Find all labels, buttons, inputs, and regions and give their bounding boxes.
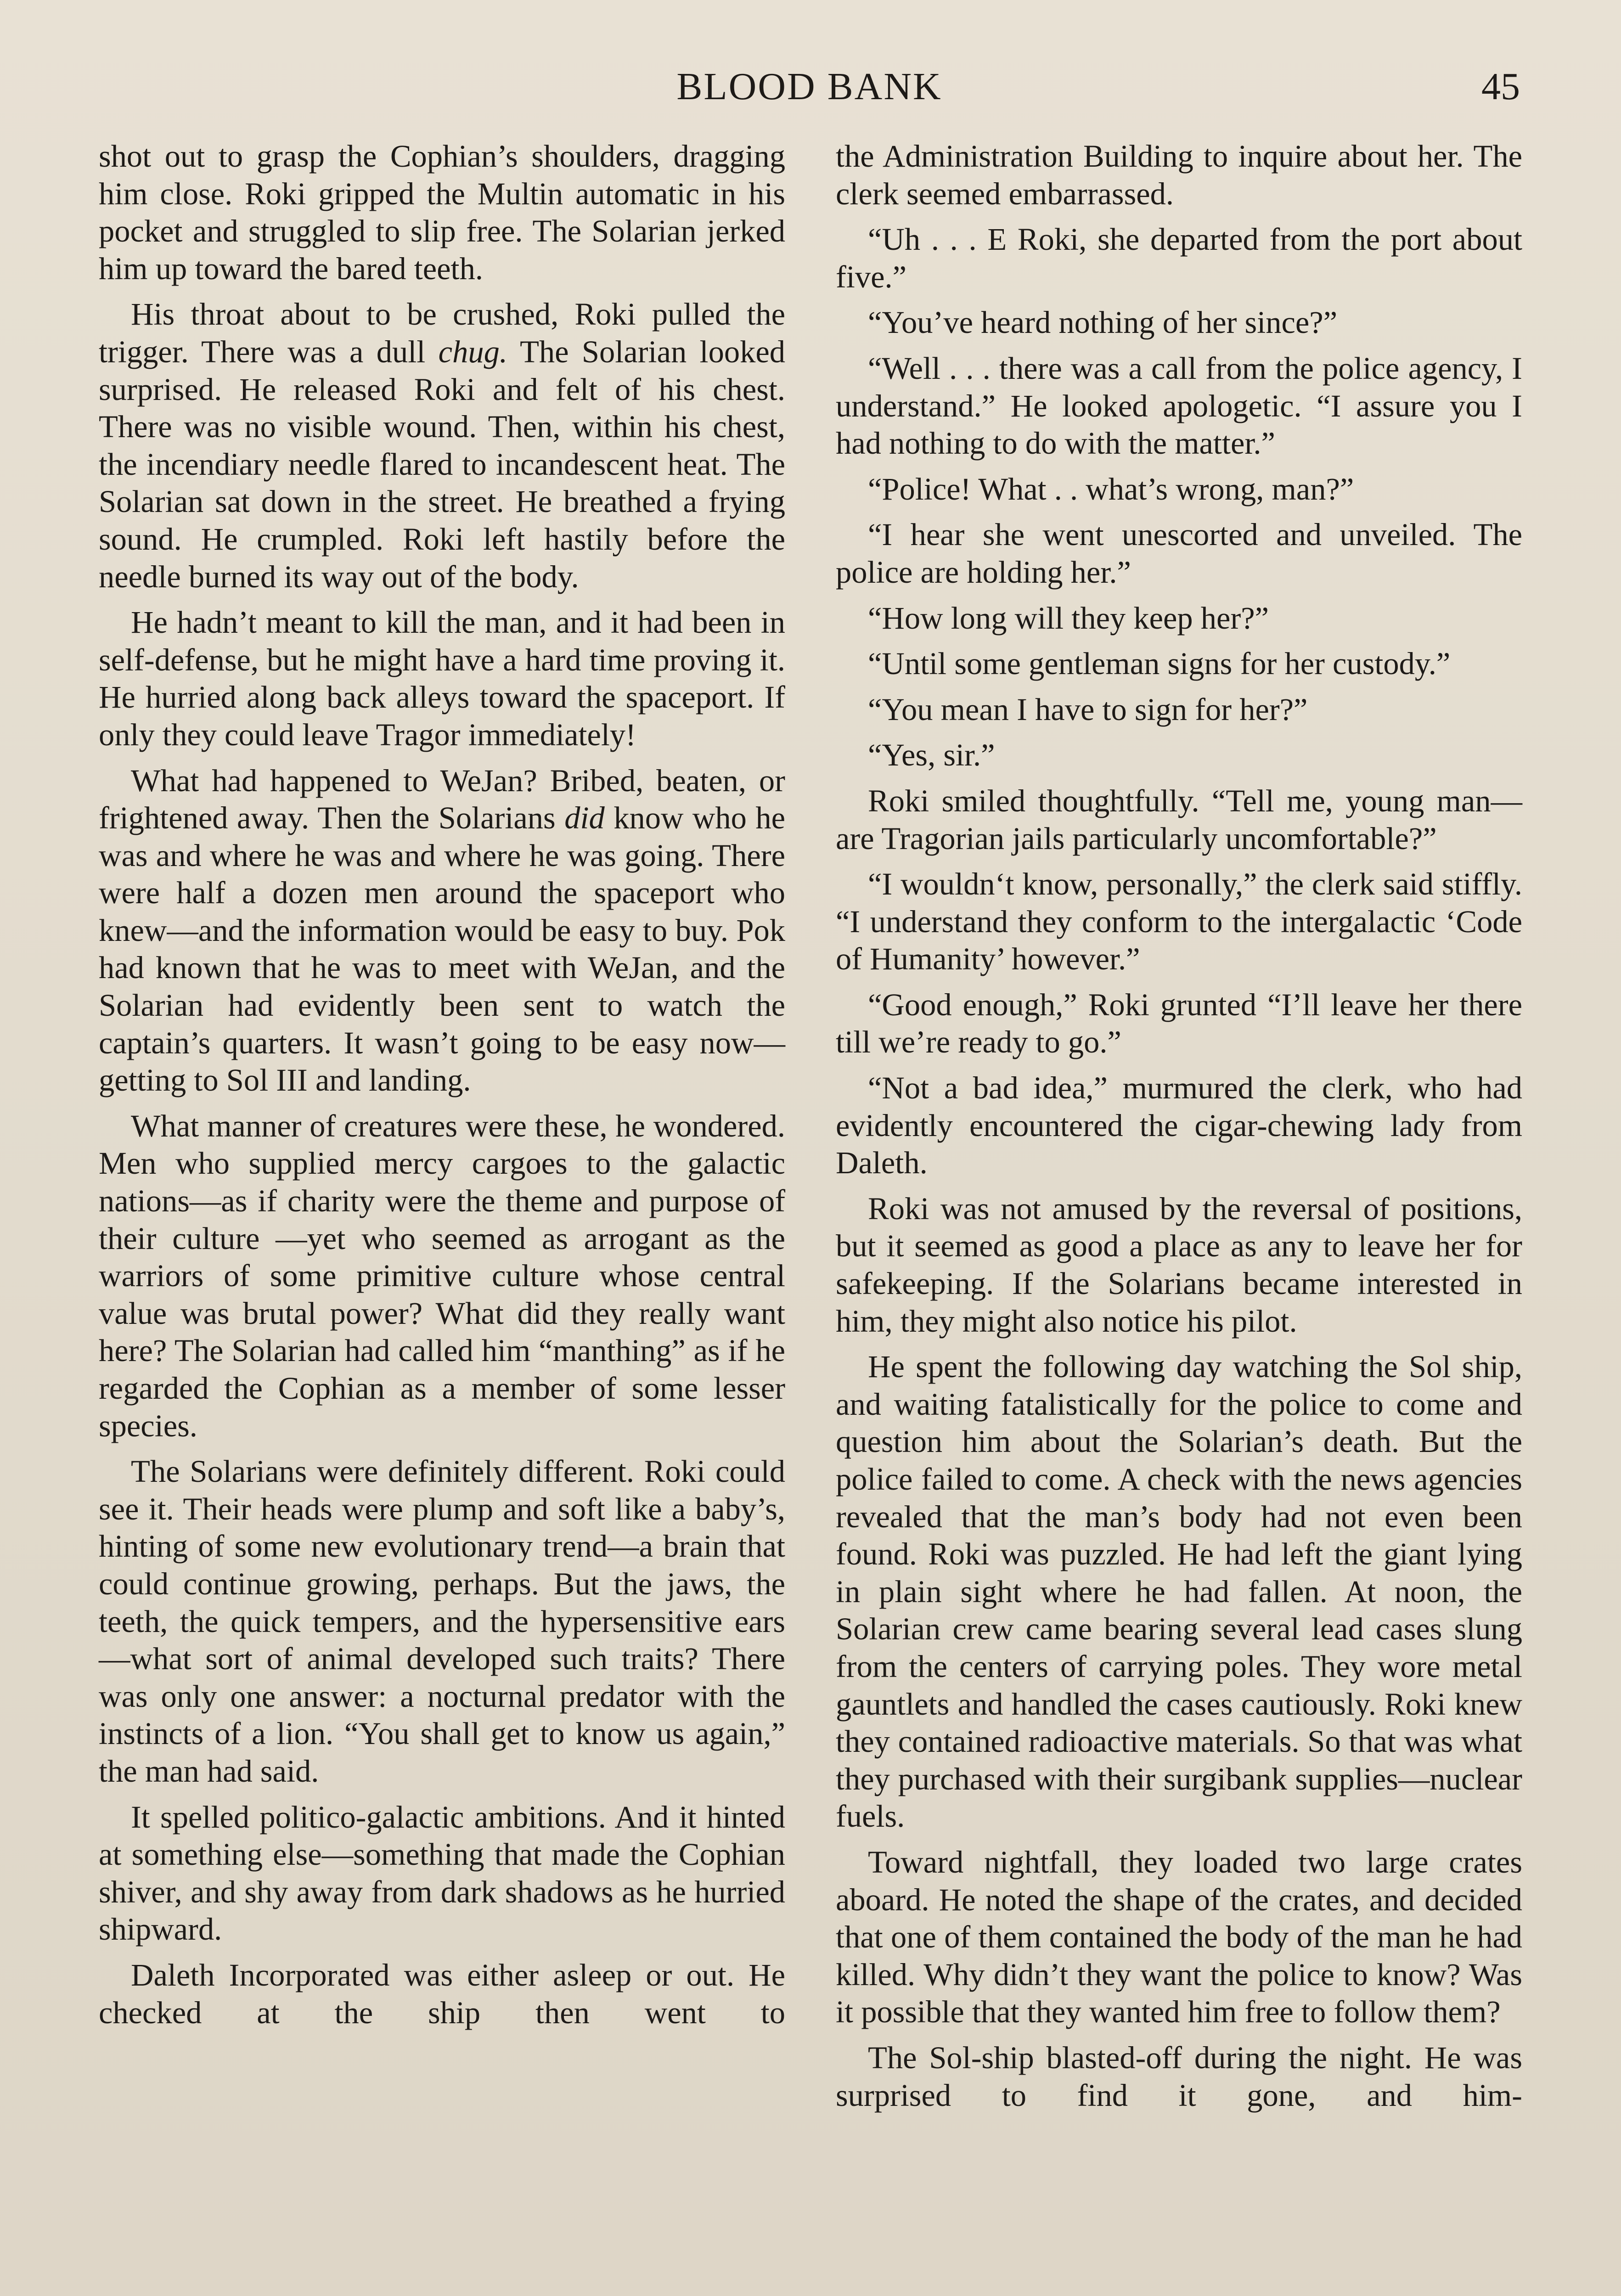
paragraph: He hadn’t meant to kill the man, and it had been in self-defense, but he might have a hard time proving it. He hurried along back alleys toward the spaceport. If only they could leave Tragor immediately! [99,605,785,752]
paragraph: “Good enough,” Roki grunted “I’ll leave her there till we’re ready to go.” [836,987,1522,1060]
page-header [99,64,1520,115]
running-title: BLOOD BANK [676,65,942,108]
paragraph: “I wouldn‘t know, personally,” the clerk said stiffly. “I understand they conform to the intergalactic ‘Code of Humanity’ however.” [836,867,1522,977]
paragraph: “Police! What . . what’s wrong, man?” [868,471,1354,506]
paragraph: “I hear she went unescorted and unveiled. The police are holding her.” [836,517,1522,590]
paragraph: Roki was not amused by the reversal of positions, but it seemed as good a place as any to leave her for safekeeping. If the Solarians became interested in him, they might also notice his pilot. [836,1191,1522,1339]
paragraph: What manner of creatures were these, he wondered. Men who supplied mercy cargoes to the galactic nations—as if charity were the theme and purpose of their culture —yet who seemed as arrogant as the warriors of some primitive culture whose central value was brutal power? What did they really want here? The Solarian had called him “manthing” as if he regarded the Cophian as a member of some lesser species. [99,1108,785,1443]
page-number: 45 [1481,65,1520,108]
left-column [99,138,785,2040]
paragraph: “Uh . . . E Roki, she departed from the port about five.” [836,222,1522,294]
paragraph [99,296,785,596]
paragraph: The Solarians were definitely different. Roki could see it. Their heads were plump and soft like a baby’s, hinting of some new evolutionary trend—a brain that could continue growing, perhaps. But the jaws, the teeth, the quick tempers, and the hypersensitive ears—what sort of animal developed such traits? There was only one answer: a nocturnal predator with the instincts of a lion. “You shall get to know us again,” the man had said. [99,1454,785,1789]
paragraph: “Until some gentleman signs for her custody.” [868,646,1451,681]
paragraph: “Yes, sir.” [868,737,995,773]
text-run: The Solarian looked surprised. He released Roki and felt of his chest. There was no visible wound. Then, within his chest, the incendiary needle flared to incandescent heat. The Solarian sat down in the street. He breathed a frying sound. He crumpled. Roki left hastily before the needle burned its way out of the body. [99,334,785,594]
paragraph: the Administration Building to inquire about her. The clerk seemed embarrassed. [836,139,1522,211]
paragraph: The Sol-ship blasted-off during the night. He was surprised to find it gone, and him- [836,2040,1522,2113]
text-run: know who he was and where he was and where he was going. There were half a dozen men around the spaceport who knew—and the information would be easy to buy. Pok had known that he was to meet with WeJan, and the Solarian had evidently been sent to watch the captain’s quarters. It wasn’t going to be easy now—getting to Sol III and landing. [99,800,785,1098]
paragraph: shot out to grasp the Cophian’s shoulders, dragging him close. Roki gripped the Multin automatic in his pocket and struggled to slip free. The Solarian jerked him up toward the bared teeth. [99,139,785,286]
text-run: His throat about to be crushed, Roki pulled the trigger. There was a dull [99,297,785,369]
paragraph [99,762,785,1099]
text-run: What had happened to WeJan? Bribed, beaten, or frightened away. Then the Solarians [99,763,785,836]
paragraph: “How long will they keep her?” [868,600,1269,636]
italic-text: did [564,800,605,836]
italic-text: chug. [438,334,507,369]
paragraph: It spelled politico-galactic ambitions. And it hinted at something else—something that made the Cophian shiver, and shy away from dark shadows as he hurried shipward. [99,1799,785,1947]
paragraph: “You’ve heard nothing of her since?” [868,305,1338,340]
right-column [836,138,1522,2122]
paragraph: “You mean I have to sign for her?” [868,692,1308,727]
paragraph: Daleth Incorporated was either asleep or out. He checked at the ship then went to [99,1957,785,2030]
paragraph: “Not a bad idea,” murmured the clerk, who had evidently encountered the cigar-chewing lady from Daleth. [836,1070,1522,1181]
paragraph: He spent the following day watching the Sol ship, and waiting fatalistically for the police to come and question him about the Solarian’s death. But the police failed to come. A check with the news agencies revealed that the man’s body had not even been found. Roki was puzzled. He had left the giant lying in plain sight where he had fallen. At noon, the Solarian crew came bearing several lead cases slung from the centers of carrying poles. They wore metal gauntlets and handled the cases cautiously. Roki knew they contained radioactive materials. So that was what they purchased with their surgibank supplies—nuclear fuels. [836,1349,1522,1834]
paragraph: Roki smiled thoughtfully. “Tell me, young man—are Tragorian jails particularly uncomfortable?” [836,783,1522,856]
paragraph: “Well . . . there was a call from the police agency, I understand.” He looked apologetic. “I assure you I had nothing to do with the matter.” [836,350,1522,461]
paragraph: Toward nightfall, they loaded two large crates aboard. He noted the shape of the crates, and decided that one of them contained the body of the man he had killed. Why didn’t they want the police to know? Was it possible that they wanted him free to follow them? [836,1844,1522,2030]
